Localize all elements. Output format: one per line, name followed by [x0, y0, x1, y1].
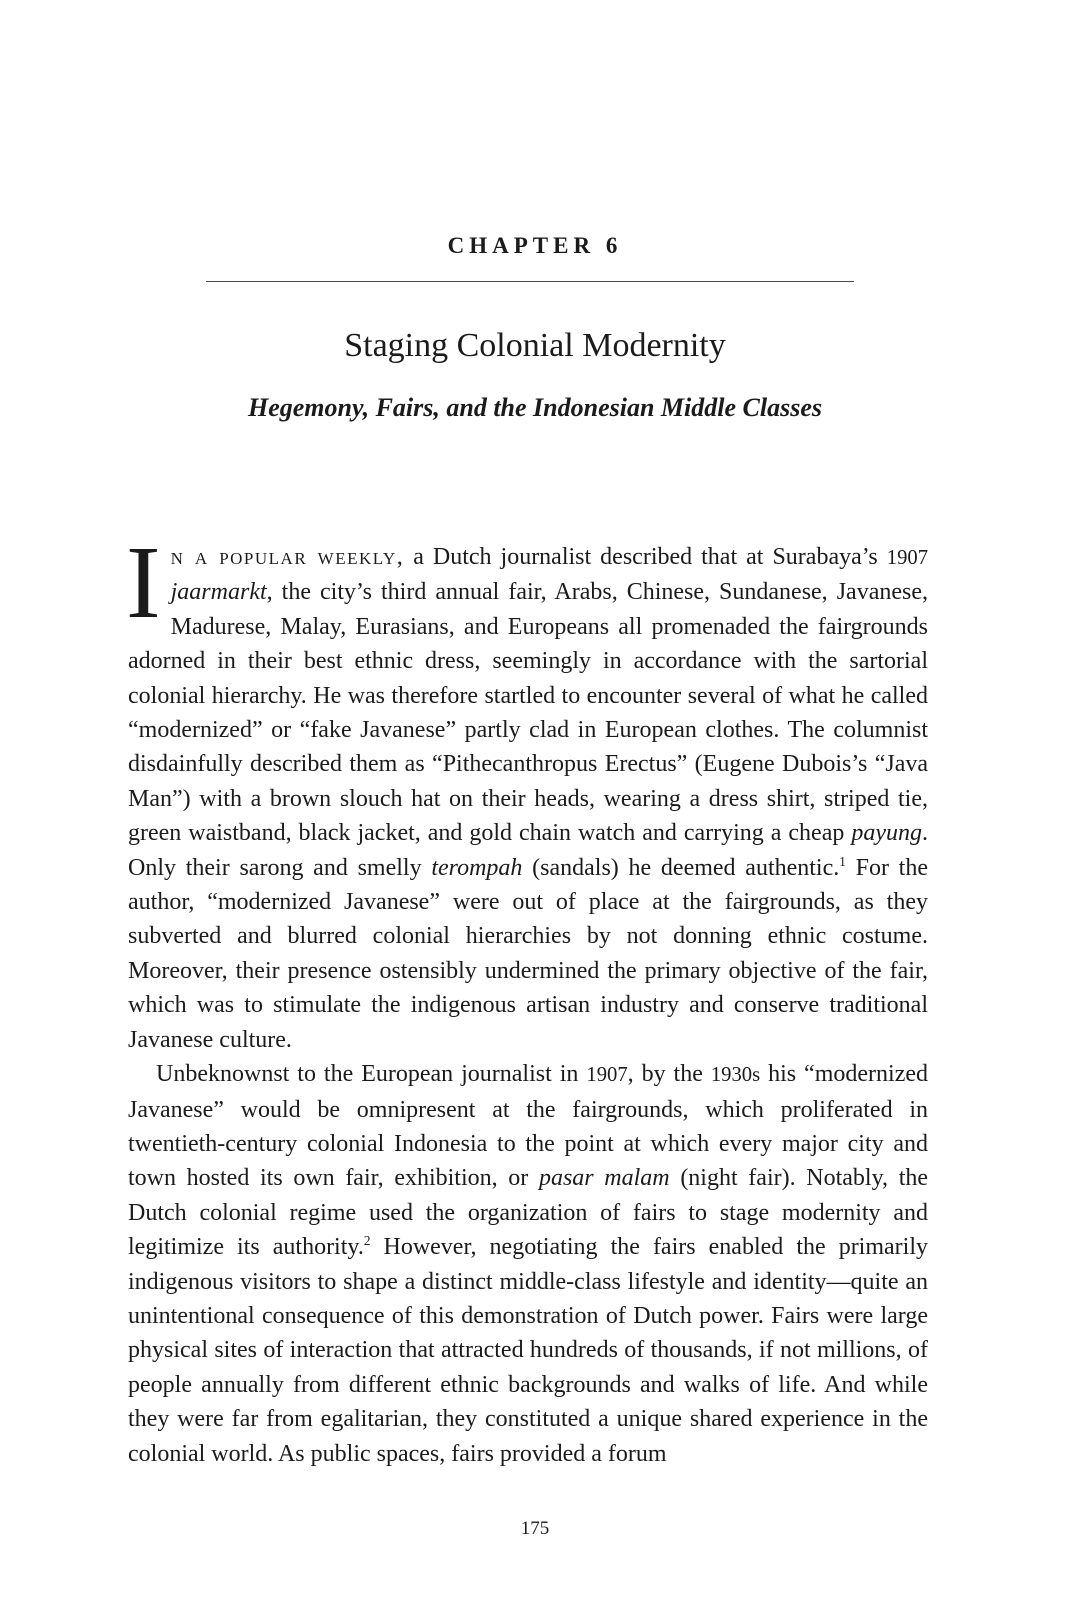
- decade-numeral: 1930s: [710, 1064, 761, 1087]
- italic-term: jaarmarkt: [170, 579, 267, 606]
- italic-term: payung: [851, 820, 922, 847]
- text-run: a Dutch journalist described that at Surabaya’s: [404, 544, 887, 570]
- year-numeral: 1907: [586, 1064, 628, 1087]
- drop-cap: I: [126, 525, 161, 640]
- footnote-marker: 2: [363, 1233, 371, 1249]
- small-caps-opening: n a popular weekly,: [170, 544, 405, 570]
- year-numeral: 1907: [886, 547, 928, 569]
- italic-term: pasar malam: [538, 1165, 670, 1192]
- text-run: , by the: [627, 1061, 711, 1088]
- text-run: , the city’s third annual fair, Arabs, Chinese, Sundanese, Javanese, Madurese, Malay, Eurasians, and Europeans all promenaded the fairgrounds adorned in their best ethnic dress, seemingly in accordance with the sartorial colonial hierarchy. He was therefore startled to encounter several of what he called “modernized” or “fake Javanese” partly clad in European clothes. The columnist disdainfully described them as “Pithecanthropus Erectus” (Eugene Dubois’s “Java Man”) with a brown slouch hat on their heads, wearing a dress shirt, striped tie, green waistband, black jacket, and gold chain watch and carrying a cheap: [128, 579, 928, 847]
- chapter-title: Staging Colonial Modernity: [344, 327, 726, 364]
- footnote-marker: 1: [839, 853, 846, 869]
- text-run: his “modernized Javanese” would be omnipresent at the fairgrounds, which proliferated in twentieth-century colonial Indonesia to the point at which every major city and town hosted its own fair, exhibition, or: [128, 1061, 928, 1192]
- body-text: [126, 525, 929, 1471]
- chapter-divider: [206, 281, 854, 282]
- page-number: 175: [520, 1518, 550, 1539]
- chapter-label: CHAPTER 6: [447, 233, 623, 258]
- text-run: Unbeknownst to the European journalist in: [156, 1061, 587, 1088]
- italic-term: terompah: [431, 854, 523, 881]
- chapter-subtitle: Hegemony, Fairs, and the Indonesian Middle Classes: [248, 393, 822, 422]
- paragraph-2: [128, 1057, 928, 1471]
- text-run: However, negotiating the fairs enabled the primarily indigenous visitors to shape a distinct middle-class lifestyle and identity—quite an unintentional consequence of this demonstration of Dutch power. Fairs were large physical sites of interaction that attracted hundreds of thousands, if not millions, of people annually from different ethnic backgrounds and walks of life. And while they were far from egalitarian, they constituted a unique shared experience in the colonial world. As public spaces, fairs provided a forum: [128, 1234, 928, 1467]
- text-run: For the author, “modernized Javanese” were out of place at the fairgrounds, as they subverted and blurred colonial hierarchies by not donning ethnic costume. Moreover, their presence ostensibly undermined the primary objective of the fair, which was to stimulate the indigenous artisan industry and conserve traditional Javanese culture.: [128, 854, 928, 1053]
- paragraph-1: [126, 525, 928, 1057]
- text-run: (sandals) he deemed authentic.: [522, 854, 840, 881]
- text-run: . Only their sarong and smelly: [128, 820, 928, 881]
- text-run: (night fair). Notably, the Dutch colonial regime used the organization of fairs to stage modernity and legitimize its authority.: [128, 1165, 929, 1261]
